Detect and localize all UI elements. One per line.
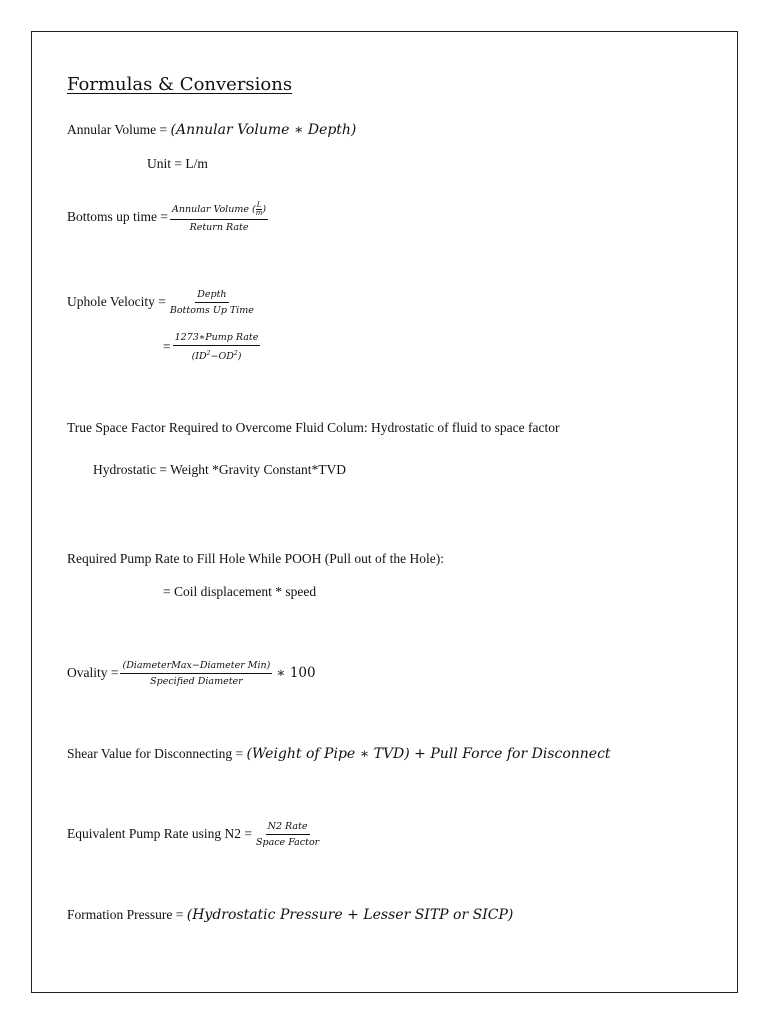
uphole-velocity-label: Uphole Velocity = bbox=[67, 294, 166, 309]
bottoms-up-denominator: Return Rate bbox=[189, 221, 249, 233]
equivalent-pump-rate-formula bbox=[67, 817, 323, 851]
uphole-velocity-equals: = bbox=[163, 339, 171, 354]
uphole-velocity-formula bbox=[67, 285, 258, 319]
formation-pressure-formula bbox=[67, 906, 513, 924]
bottoms-up-numerator-close: ) bbox=[262, 203, 267, 215]
ovality-label: Ovality = bbox=[67, 665, 119, 680]
annular-volume-unit: Unit = L/m bbox=[147, 156, 208, 171]
shear-value-formula bbox=[67, 745, 611, 763]
uphole-velocity-alt-fraction bbox=[173, 332, 261, 362]
uphole-velocity-denominator: Bottoms Up Time bbox=[169, 304, 254, 316]
od-exponent: 2 bbox=[233, 349, 238, 357]
bottoms-up-formula bbox=[67, 199, 270, 235]
id-exponent: 2 bbox=[206, 349, 211, 357]
uphole-velocity-alt-numerator: 1273∗Pump Rate bbox=[173, 332, 261, 346]
formation-pressure-label: Formation Pressure = bbox=[67, 907, 187, 922]
uphole-velocity-numerator: Depth bbox=[195, 289, 228, 303]
ovality-formula bbox=[67, 655, 316, 691]
unit-meters: m bbox=[255, 208, 263, 217]
equivalent-pump-rate-denominator: Space Factor bbox=[255, 836, 320, 848]
unit-liters: L bbox=[256, 200, 262, 209]
bottoms-up-label: Bottoms up time = bbox=[67, 209, 168, 224]
annular-volume-expression: (Annular Volume ∗ Depth) bbox=[170, 122, 357, 138]
equivalent-pump-rate-numerator: N2 Rate bbox=[266, 821, 310, 835]
formation-pressure-expression: (Hydrostatic Pressure + Lesser SITP or SICP) bbox=[186, 907, 514, 923]
uphole-velocity-alt-formula bbox=[163, 330, 262, 364]
true-space-factor-heading: True Space Factor Required to Overcome Fluid Colum: Hydrostatic of fluid to space factor bbox=[67, 420, 560, 435]
shear-value-expression: (Weight of Pipe ∗ TVD) + Pull Force for Disconnect bbox=[246, 746, 611, 762]
od-term: −OD bbox=[210, 351, 234, 363]
annular-volume-formula bbox=[67, 121, 356, 139]
page-title: Formulas & Conversions bbox=[67, 74, 293, 95]
document-page bbox=[67, 0, 737, 1024]
hydrostatic-formula: Hydrostatic = Weight *Gravity Constant*TVD bbox=[93, 462, 346, 477]
bottoms-up-numerator bbox=[170, 202, 268, 220]
id-term: (ID bbox=[191, 351, 207, 363]
close-paren: ) bbox=[237, 351, 242, 363]
equivalent-pump-rate-fraction bbox=[254, 821, 321, 848]
pump-rate-heading: Required Pump Rate to Fill Hole While POOH (Pull out of the Hole): bbox=[67, 551, 444, 566]
bottoms-up-numerator-text: Annular Volume ( bbox=[172, 203, 256, 215]
uphole-velocity-fraction bbox=[168, 289, 256, 316]
ovality-denominator: Specified Diameter bbox=[150, 675, 243, 687]
pump-rate-formula: = Coil displacement * speed bbox=[163, 584, 317, 599]
shear-value-label: Shear Value for Disconnecting = bbox=[67, 746, 247, 761]
equivalent-pump-rate-label: Equivalent Pump Rate using N2 = bbox=[67, 826, 252, 841]
bottoms-up-fraction bbox=[170, 202, 268, 233]
ovality-fraction bbox=[120, 660, 272, 687]
annular-volume-label: Annular Volume = bbox=[67, 122, 171, 137]
ovality-numerator: (DiameterMax−Diameter Min) bbox=[120, 660, 272, 674]
ovality-multiplier: ∗ 100 bbox=[276, 665, 316, 681]
uphole-velocity-alt-denominator bbox=[190, 346, 244, 362]
